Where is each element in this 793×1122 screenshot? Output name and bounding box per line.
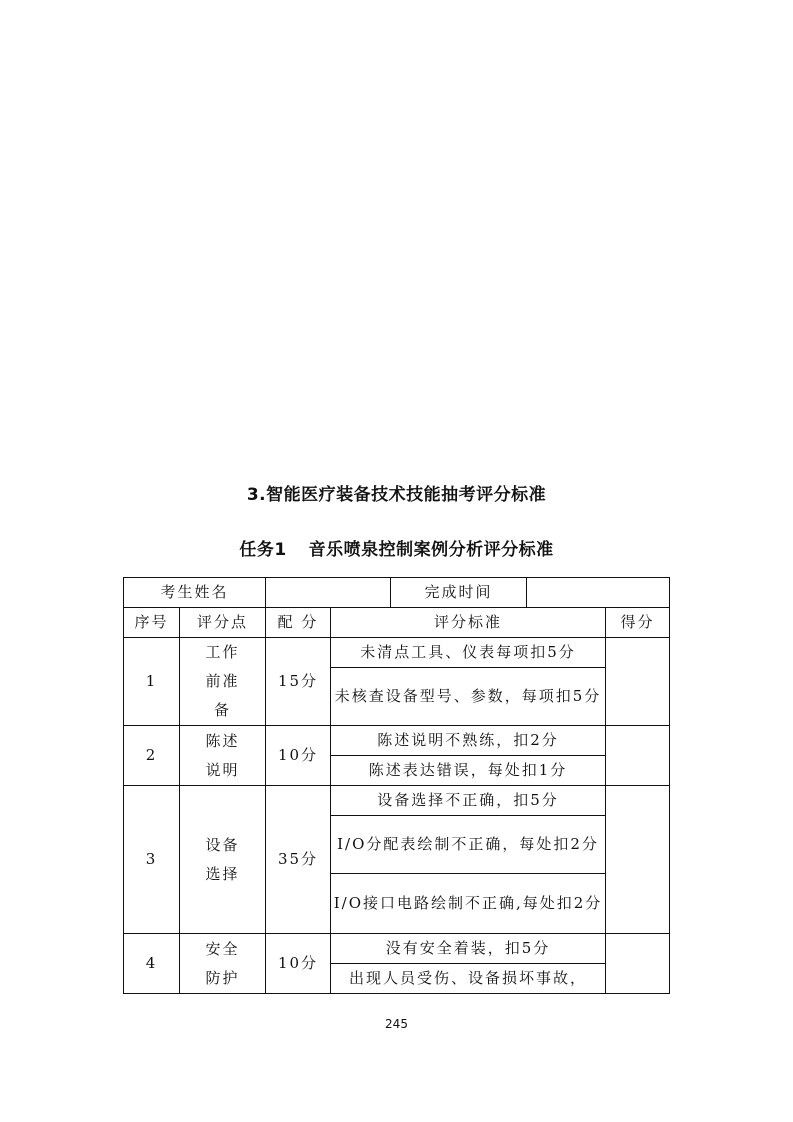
row-score: 10分 <box>266 726 331 786</box>
header-point: 评分点 <box>180 608 266 638</box>
row-point: 安全防护 <box>180 934 266 994</box>
header-row <box>124 608 670 638</box>
row-criteria: I/O接口电路绘制不正确,每处扣2分 <box>331 874 606 934</box>
finish-time-label: 完成时间 <box>391 578 527 608</box>
task-title <box>0 535 793 560</box>
row-score: 10分 <box>266 934 331 994</box>
row-score: 15分 <box>266 638 331 726</box>
header-got: 得分 <box>606 608 670 638</box>
examinee-label: 考生姓名 <box>124 578 266 608</box>
task-label: 任务1 <box>239 540 287 560</box>
row-score: 35分 <box>266 786 331 934</box>
row-criteria: 没有安全着装，扣5分 <box>331 934 606 964</box>
header-criteria: 评分标准 <box>331 608 606 638</box>
row-got[interactable] <box>606 638 670 726</box>
row-criteria: 未核查设备型号、参数，每项扣5分 <box>331 668 606 726</box>
table-row <box>124 726 670 756</box>
row-point: 陈述说明 <box>180 726 266 786</box>
examinee-row <box>124 578 670 608</box>
row-got[interactable] <box>606 934 670 994</box>
main-title: 3.智能医疗装备技术技能抽考评分标准 <box>246 485 547 505</box>
row-criteria: 未清点工具、仪表每项扣5分 <box>331 638 606 668</box>
table-row <box>124 934 670 964</box>
table-row <box>124 638 670 668</box>
row-seq: 1 <box>124 638 180 726</box>
row-point: 工作前准备 <box>180 638 266 726</box>
page-number: 245 <box>385 1017 408 1031</box>
finish-time-value[interactable] <box>527 578 670 608</box>
task-name: 音乐喷泉控制案例分析评分标准 <box>308 540 554 560</box>
row-criteria: I/O分配表绘制不正确，每处扣2分 <box>331 816 606 874</box>
row-seq: 3 <box>124 786 180 934</box>
row-seq: 4 <box>124 934 180 994</box>
row-seq: 2 <box>124 726 180 786</box>
row-criteria: 陈述说明不熟练，扣2分 <box>331 726 606 756</box>
row-point: 设备选择 <box>180 786 266 934</box>
row-criteria: 设备选择不正确，扣5分 <box>331 786 606 816</box>
row-got[interactable] <box>606 726 670 786</box>
row-criteria: 陈述表达错误，每处扣1分 <box>331 756 606 786</box>
scoring-table <box>123 577 670 994</box>
examinee-value[interactable] <box>266 578 391 608</box>
row-criteria: 出现人员受伤、设备损坏事故， <box>331 964 606 994</box>
table-row <box>124 786 670 816</box>
header-score: 配 分 <box>266 608 331 638</box>
header-seq: 序号 <box>124 608 180 638</box>
row-got[interactable] <box>606 786 670 934</box>
